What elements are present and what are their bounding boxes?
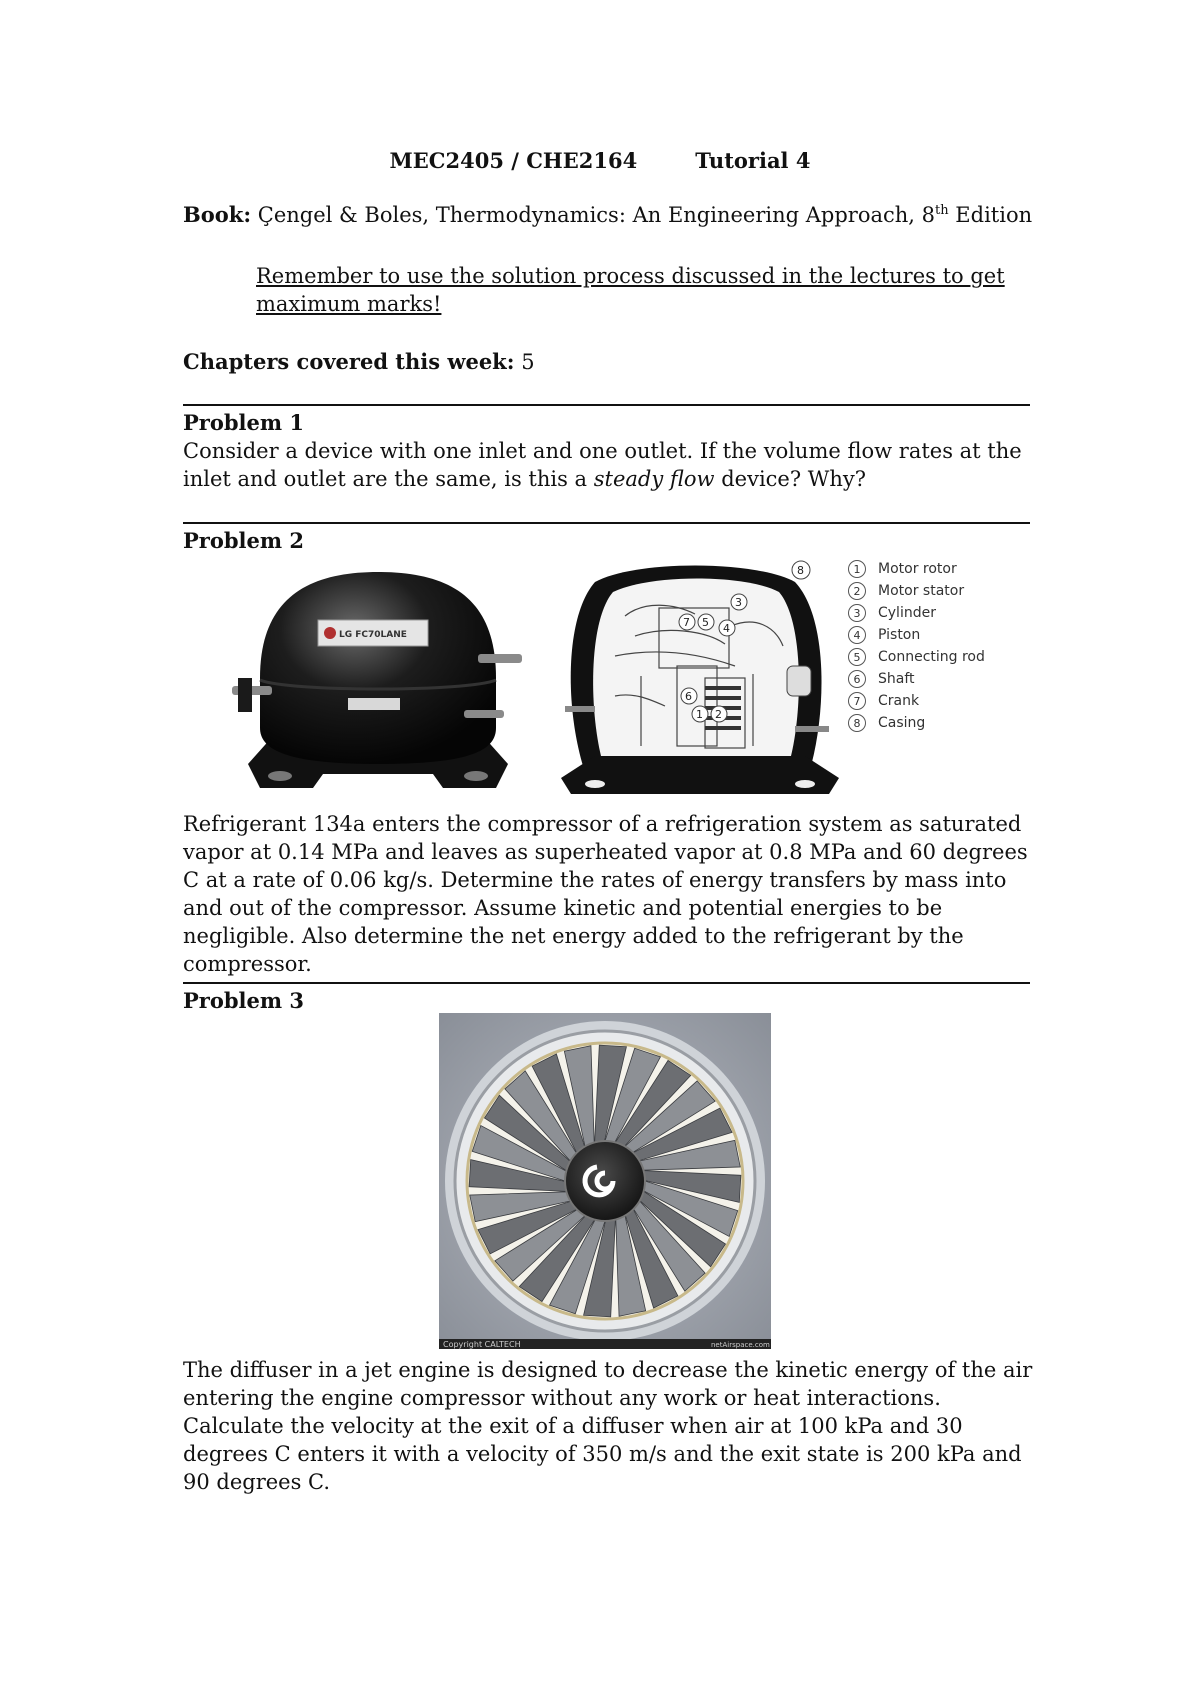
legend-number: 2: [848, 582, 866, 600]
problem-1-title: Problem 1: [183, 410, 305, 435]
svg-text:7: 7: [683, 616, 690, 629]
compressor-legend: [848, 558, 985, 734]
reminder-note: Remember to use the solution process discussed in the lectures to get maximum marks!: [256, 264, 1005, 316]
svg-text:8: 8: [797, 564, 804, 577]
chapters-label: Chapters covered this week:: [183, 349, 515, 374]
problem-3-title: Problem 3: [183, 988, 305, 1013]
legend-item: [848, 558, 985, 580]
chapters-covered: [183, 349, 535, 374]
tutorial-number: Tutorial 4: [695, 148, 811, 173]
compressor-cutaway-diagram: [555, 556, 845, 801]
svg-text:5: 5: [702, 616, 709, 629]
chapters-value: 5: [521, 350, 535, 374]
legend-label: Piston: [878, 627, 921, 643]
section-divider: [183, 982, 1030, 984]
legend-label: Shaft: [878, 671, 915, 687]
page-title: [0, 148, 1200, 173]
jet-engine-fan-photo: [439, 1013, 771, 1349]
book-edition-sup: th: [935, 203, 949, 218]
legend-item: [848, 624, 985, 646]
legend-item: [848, 602, 985, 624]
legend-label: Motor stator: [878, 583, 965, 599]
problem-1-italic: steady flow: [593, 467, 715, 491]
compressor-photo: [228, 568, 528, 794]
book-reference: [183, 202, 1032, 227]
legend-number: 7: [848, 692, 866, 710]
legend-number: 1: [848, 560, 866, 578]
legend-label: Cylinder: [878, 605, 936, 621]
legend-item: [848, 690, 985, 712]
problem-1-text-end: device? Why?: [714, 467, 867, 491]
problem-2-title: Problem 2: [183, 528, 305, 553]
book-text: Çengel & Boles, Thermodynamics: An Engineering Approach, 8: [257, 203, 935, 227]
svg-text:3: 3: [735, 596, 742, 609]
book-label: Book:: [183, 202, 252, 227]
svg-text:2: 2: [715, 708, 722, 721]
problem-2-text: Refrigerant 134a enters the compressor of a refrigeration system as saturated vapor at 0.14 MPa and leaves as superheated vapor at 0.8 MPa and 60 degrees C at a rate of 0.06 kg/s. Determine the rates of energy transfers by mass into and out of the compressor. Assume kinetic and potential energies to be negligible. Also determine the net energy added to the refrigerant by the compressor.: [183, 812, 1028, 976]
legend-number: 3: [848, 604, 866, 622]
legend-number: 8: [848, 714, 866, 732]
section-divider: [183, 522, 1030, 524]
legend-item: [848, 580, 985, 602]
legend-label: Casing: [878, 715, 926, 731]
legend-label: Connecting rod: [878, 649, 985, 665]
photo-credit-right: netAirspace.com: [711, 1341, 770, 1349]
problem-1-text: [183, 437, 1033, 493]
section-divider: [183, 404, 1030, 406]
legend-label: Crank: [878, 693, 920, 709]
legend-number: 6: [848, 670, 866, 688]
book-edition: Edition: [955, 203, 1033, 227]
svg-text:1: 1: [696, 708, 703, 721]
problem-1-text-part: Consider a device with one inlet and one outlet. If the volume flow rates at the inlet and outlet are the same, is this a: [183, 439, 1022, 491]
svg-text:6: 6: [685, 690, 692, 703]
svg-text:4: 4: [723, 622, 730, 635]
legend-item: [848, 712, 985, 734]
legend-number: 4: [848, 626, 866, 644]
course-code: MEC2405 / CHE2164: [389, 148, 638, 173]
legend-item: [848, 646, 985, 668]
compressor-label-text: LG FC70LANE: [339, 630, 407, 640]
legend-item: [848, 668, 985, 690]
photo-credit-left: Copyright CALTECH: [443, 1340, 521, 1349]
problem-3-text: The diffuser in a jet engine is designed to decrease the kinetic energy of the air entering the engine compressor without any work or heat interactions. Calculate the velocity at the exit of a diffuser when air at 100 kPa and 30 degrees C enters it with a velocity of 350 m/s and the exit state is 200 kPa and 90 degrees C.: [183, 1358, 1033, 1494]
legend-label: Motor rotor: [878, 561, 957, 577]
legend-number: 5: [848, 648, 866, 666]
